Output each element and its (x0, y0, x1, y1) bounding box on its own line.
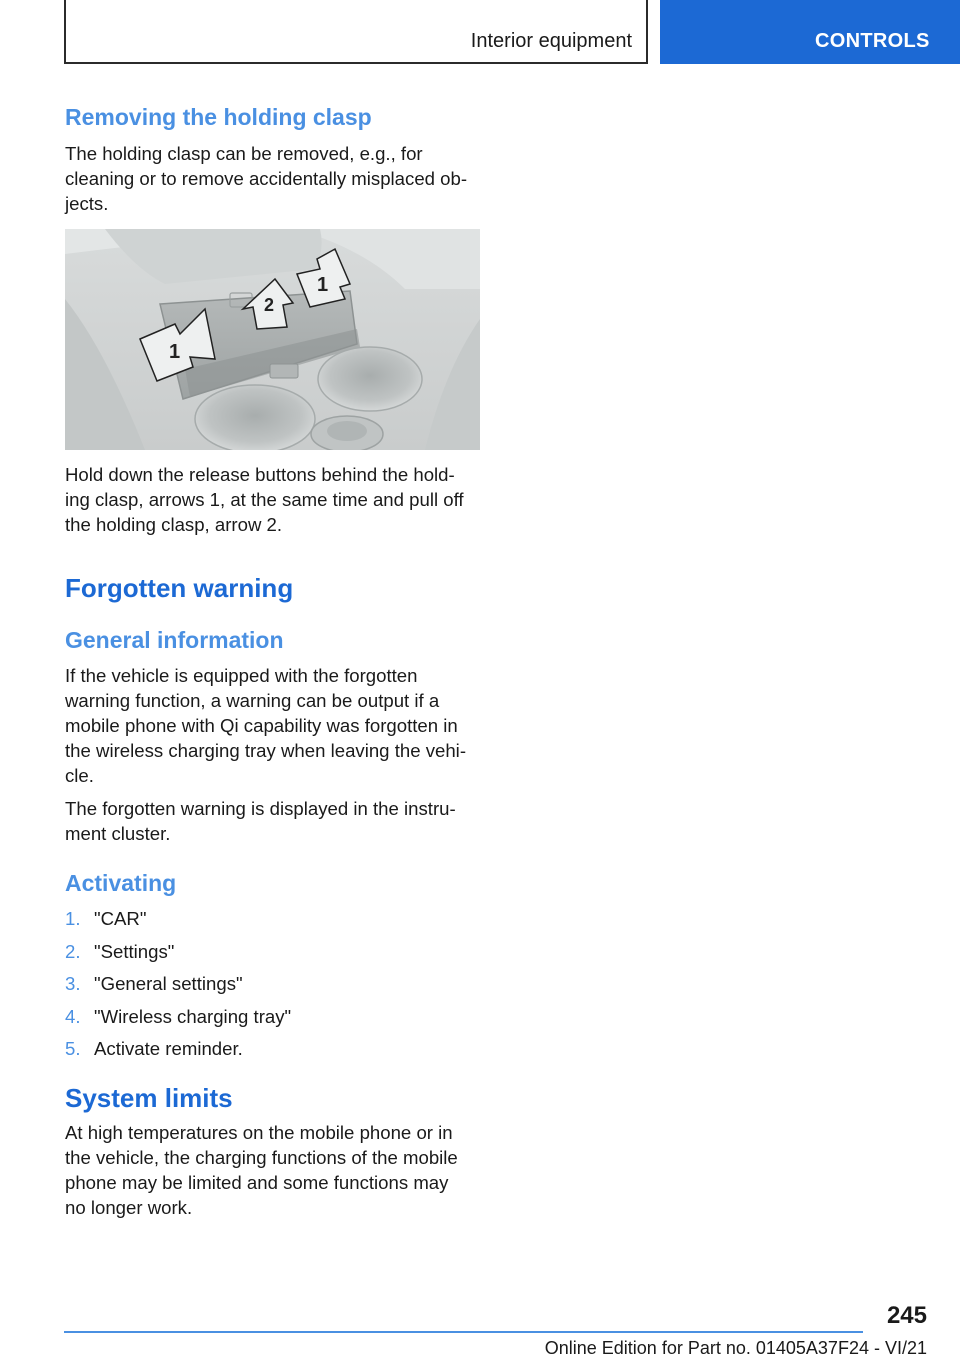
header-chapter-tab (660, 0, 960, 64)
step-text: Activate reminder. (94, 1038, 243, 1059)
step-item (65, 906, 480, 939)
step-text: "Wireless charging tray" (94, 1005, 292, 1027)
general-line: The forgotten warning is displayed in the instru- (65, 798, 456, 819)
general-line: cle. (65, 765, 94, 786)
general-info-heading: General information (65, 627, 284, 653)
caption-line: Hold down the release buttons behind the hold- (65, 464, 455, 485)
general-line: If the vehicle is equipped with the forgotten (65, 665, 418, 686)
system-limits-line: no longer work. (65, 1197, 193, 1218)
header-chapter-label: CONTROLS (815, 30, 930, 52)
general-info-para2 (65, 796, 480, 846)
step-number: 3. (65, 973, 81, 994)
arrow-1-left-label: 1 (169, 341, 181, 363)
removing-section (65, 104, 480, 216)
activating-heading: Activating (65, 870, 177, 896)
arrow-2-label: 2 (264, 295, 275, 315)
header-section-box (64, 0, 648, 64)
caption-line: ing clasp, arrows 1, at the same time and pull off (65, 489, 464, 510)
system-limits-body (65, 1120, 480, 1220)
holding-clasp-figure (65, 229, 480, 450)
step-number: 2. (65, 940, 81, 962)
activating-section (65, 870, 480, 1069)
removing-intro-line: The holding clasp can be removed, e.g., for (65, 143, 423, 164)
activating-steps (65, 906, 480, 1069)
step-number: 5. (65, 1038, 81, 1059)
step-item (65, 939, 480, 972)
general-line: warning function, a warning can be output if a (65, 690, 440, 711)
step-item (65, 1036, 480, 1069)
step-item (65, 1004, 480, 1037)
removing-intro-line: jects. (65, 193, 109, 214)
general-info-section (65, 627, 480, 846)
header-section-title: Interior equipment (470, 30, 632, 52)
system-limits-line: the vehicle, the charging functions of the mobile (65, 1147, 458, 1168)
system-limits-section (65, 1083, 480, 1220)
caption-line: the holding clasp, arrow 2. (65, 514, 283, 535)
system-limits-heading: System limits (65, 1083, 233, 1113)
step-number: 1. (65, 908, 81, 929)
system-limits-line: At high temperatures on the mobile phone or in (65, 1122, 453, 1143)
system-limits-line: phone may be limited and some functions may (65, 1172, 449, 1193)
step-text: "Settings" (94, 940, 175, 962)
step-number: 4. (65, 1005, 81, 1027)
holding-clasp-illustration (65, 229, 480, 450)
removing-heading: Removing the holding clasp (65, 104, 372, 130)
forgotten-section (65, 573, 480, 604)
arrow-1-right-label: 1 (317, 274, 329, 296)
general-info-para1 (65, 663, 480, 788)
general-line: ment cluster. (65, 823, 171, 844)
footer-edition: Online Edition for Part no. 01405A37F24 - VI/21 (544, 1338, 927, 1358)
removing-intro-line: cleaning or to remove accidentally misplaced ob- (65, 168, 468, 189)
general-line: the wireless charging tray when leaving the vehi- (65, 740, 467, 761)
footer-divider (64, 1331, 863, 1333)
removing-intro (65, 141, 480, 216)
step-item (65, 971, 480, 1004)
removing-caption (65, 462, 480, 537)
step-text: "General settings" (94, 973, 243, 994)
general-line: mobile phone with Qi capability was forgotten in (65, 715, 458, 736)
step-text: "CAR" (94, 908, 147, 929)
page-number: 245 (886, 1302, 927, 1329)
forgotten-heading: Forgotten warning (65, 573, 294, 603)
